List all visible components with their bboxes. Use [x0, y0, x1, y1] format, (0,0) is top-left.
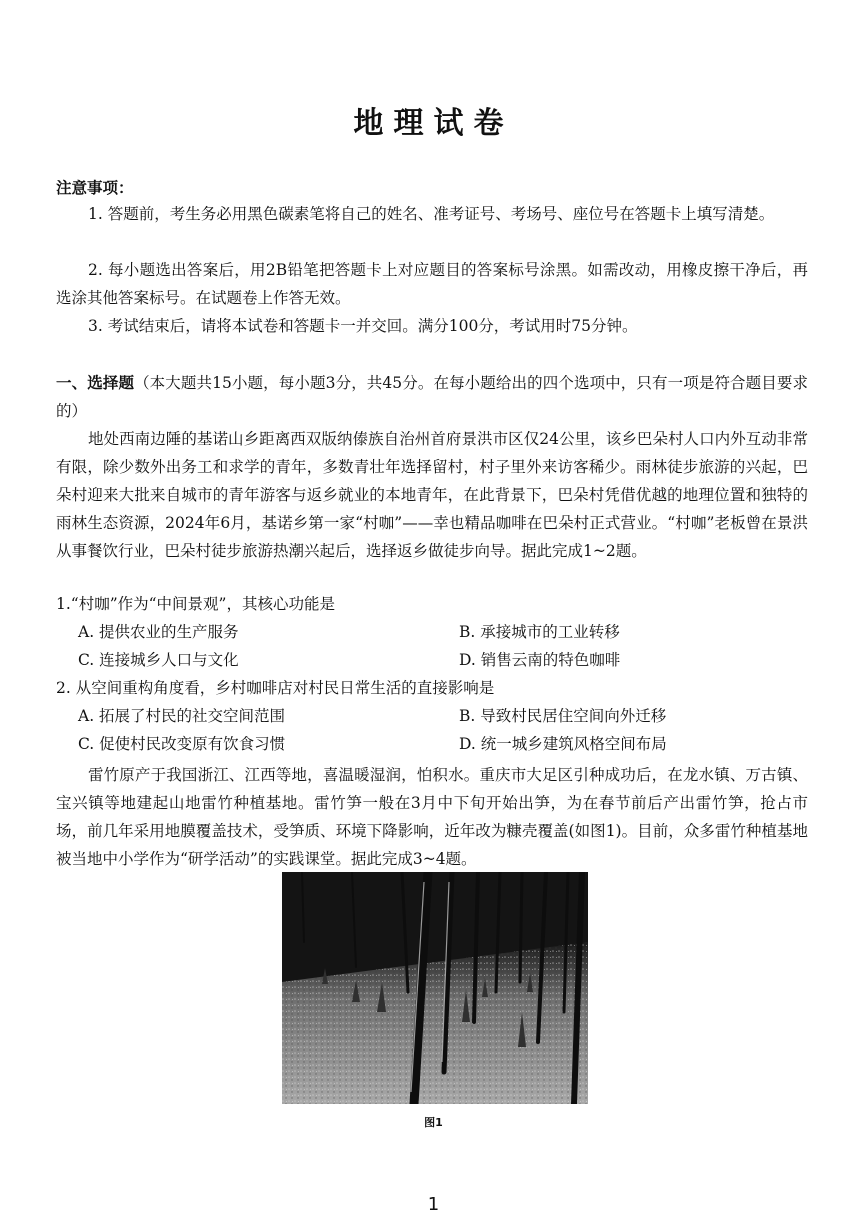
question-2-option-b: B. 导致村民居住空间向外迁移 [459, 707, 667, 725]
notice-heading: 注意事项： [56, 179, 134, 197]
section-1-description: （本大题共15小题，每小题3分，共45分。在每小题给出的四个选项中，只有一项是符合题目要求的） [56, 374, 808, 420]
question-2-stem: 2. 从空间重构角度看，乡村咖啡店对村民日常生活的直接影响是 [56, 679, 495, 697]
question-1-option-a: A. 提供农业的生产服务 [78, 623, 239, 641]
question-2-option-c: C. 促使村民改变原有饮食习惯 [78, 735, 286, 753]
bamboo-grove-illustration [282, 872, 588, 1104]
page-title: 地理试卷 [353, 106, 514, 141]
question-1-option-d: D. 销售云南的特色咖啡 [459, 651, 621, 669]
bamboo-grove-photo [282, 872, 588, 1104]
notice-item-2: 2. 每小题选出答案后，用2B铅笔把答题卡上对应题目的答案标号涂黑。如需改动，用橡皮擦干净后，再选涂其他答案标号。在试题卷上作答无效。 [56, 261, 808, 307]
question-2-option-d: D. 统一城乡建筑风格空间布局 [459, 735, 667, 753]
question-1-option-b: B. 承接城市的工业转移 [459, 623, 620, 641]
section-1-label: 一、选择题 [56, 374, 135, 392]
question-1-option-c: C. 连接城乡人口与文化 [78, 651, 239, 669]
passage-1: 地处西南边陲的基诺山乡距离西双版纳傣族自治州首府景洪市区仅24公里，该乡巴朵村人口内外互动非常有限，除少数外出务工和求学的青年，多数青壮年选择留村，村子里外来访客稀少。雨林徒步旅游的兴起，巴朵村迎来大批来自城市的青年游客与返乡就业的本地青年，在此背景下，巴朵村凭借优越的地理位置和独特的雨林生态资源，2024年6月，基诺乡第一家“村咖”——幸也精品咖啡在巴朵村正式营业。“村咖”老板曾在景洪从事餐饮行业，巴朵村徒步旅游热潮兴起后，选择返乡做徒步向导。据此完成1~2题。 [56, 430, 808, 560]
question-1-stem: 1.“村咖”作为“中间景观”，其核心功能是 [56, 595, 335, 613]
figure-caption: 图1 [424, 1116, 443, 1129]
page-number: 1 [427, 1194, 440, 1215]
notice-item-3: 3. 考试结束后，请将本试卷和答题卡一并交回。满分100分，考试用时75分钟。 [88, 317, 638, 335]
section-1-header [56, 369, 808, 425]
passage-2: 雷竹原产于我国浙江、江西等地，喜温暖湿润，怕积水。重庆市大足区引种成功后，在龙水镇、万古镇、宝兴镇等地建起山地雷竹种植基地。雷竹笋一般在3月中下旬开始出笋，为在春节前后产出雷竹笋，抢占市场，前几年采用地膜覆盖技术，受笋质、环境下降影响，近年改为糠壳覆盖(如图1)。目前，众多雷竹种植基地被当地中小学作为“研学活动”的实践课堂。据此完成3~4题。 [56, 766, 808, 868]
question-2-option-a: A. 拓展了村民的社交空间范围 [78, 707, 286, 725]
notice-item-1: 1. 答题前，考生务必用黑色碳素笔将自己的姓名、准考证号、考场号、座位号在答题卡上填写清楚。 [88, 205, 775, 223]
